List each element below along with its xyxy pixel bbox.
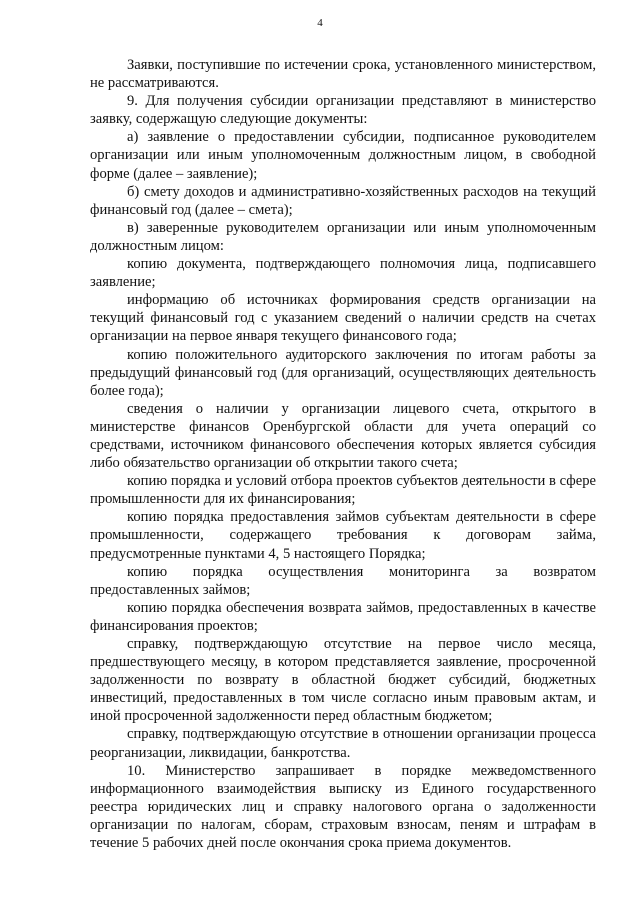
paragraph-funding-sources: информацию об источниках формирования средств организации на текущий финансовый год с указанием сведений о наличии средств на счетах организации на первое января текущего финансового года;: [90, 292, 596, 345]
page-number: 4: [317, 17, 323, 29]
paragraph-authority-copy: копию документа, подтверждающего полномочия лица, подписавшего заявление;: [90, 256, 596, 291]
paragraph-debt-certificate: справку, подтверждающую отсутствие на первое число месяца, предшествующего месяцу, в котором представляется заявление, просроченной задолженности по возврату в областной бюджет субсидий, бюджетных инвестиций, предоставленных в том числе согласно иным правовым актам, и иной просроченной задолженности перед областным бюджетом;: [90, 636, 596, 725]
paragraph-repayment-procedure: копию порядка обеспечения возврата займов, предоставленных в качестве финансирования проектов;: [90, 599, 596, 634]
paragraph-loan-procedure: копию порядка предоставления займов субъектам деятельности в сфере промышленности, содержащего требования к договорам займа, предусмотренные пунктами 4, 5 настоящего Порядка;: [90, 509, 596, 562]
paragraph-10-ministry-request: 10. Министерство запрашивает в порядке межведомственного информационного взаимодействия выписку из Единого государственного реестра юридических лиц и справку налогового органа о задолженности организации по налогам, сборам, страховым взносам, пеням и штрафам в течение 5 рабочих дней после окончания срока приема документов.: [90, 762, 596, 852]
paragraph-reorganization-certificate: справку, подтверждающую отсутствие в отношении организации процесса реорганизации, ликвидации, банкротства.: [90, 726, 596, 761]
paragraph-audit-report: копию положительного аудиторского заключения по итогам работы за предыдущий финансовый год (для организаций, осуществляющих деятельность более года);: [90, 346, 596, 399]
paragraph-selection-procedure: копию порядка и условий отбора проектов субъектов деятельности в сфере промышленности для их финансирования;: [90, 473, 596, 508]
paragraph-9c-certified-docs: в) заверенные руководителем организации или иным уполномоченным должностным лицом:: [90, 219, 596, 254]
paragraph-9-documents-list: 9. Для получения субсидии организации представляют в министерство заявку, содержащую следующие документы:: [90, 93, 596, 128]
paragraph-applications-not-considered: Заявки, поступившие по истечении срока, установленного министерством, не рассматриваются.: [90, 57, 596, 92]
paragraph-9a-application: а) заявление о предоставлении субсидии, подписанное руководителем организации или иным уполномоченным должностным лицом, в свободной форме (далее – заявление);: [90, 129, 596, 182]
paragraph-9b-estimate: б) смету доходов и административно-хозяйственных расходов на текущий финансовый год (далее – смета);: [90, 183, 596, 218]
paragraph-personal-account: сведения о наличии у организации лицевого счета, открытого в министерстве финансов Оренбургской области для учета операций со средствами, источником финансового обеспечения которых является субсидия либо обязательство организации об открытии такого счета;: [90, 400, 596, 472]
document-body: [90, 56, 596, 852]
paragraph-monitoring-procedure: копию порядка осуществления мониторинга за возвратом предоставленных займов;: [90, 563, 596, 598]
